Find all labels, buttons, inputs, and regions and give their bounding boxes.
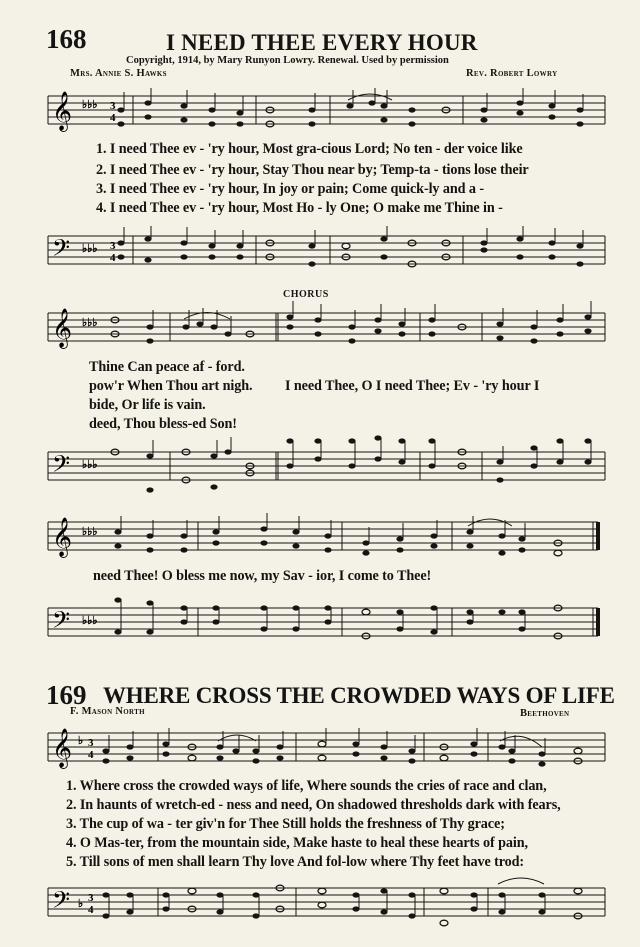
hymn-169-verse-5: 5. Till sons of men shall learn Thy love And fol-low where Thy feet have trod: (66, 854, 525, 870)
hymn-168-verse-2-end: pow'r When Thou art nigh. (89, 378, 253, 394)
svg-text:3: 3 (110, 240, 116, 252)
hymn-169-verse-3: 3. The cup of wa - ter giv'n for Thee Still holds the freshness of Thy grace; (66, 816, 505, 832)
hymn-168-system-1-treble-staff (0, 88, 640, 138)
hymn-168-verse-1: 1. I need Thee ev - 'ry hour, Most gra-cious Lord; No ten - der voice like (96, 141, 523, 157)
hymn-168-verse-4: 4. I need Thee ev - 'ry hour, Most Ho - ly One; O make me Thine in - (96, 200, 503, 216)
hymn-169-verse-4: 4. O Mas-ter, from the mountain side, Make haste to heal these hearts of pain, (66, 835, 528, 851)
svg-text:𝄢: 𝄢 (52, 234, 71, 267)
svg-text:3: 3 (110, 100, 116, 112)
hymn-168-verse-3-end: bide, Or life is vain. (89, 397, 206, 413)
hymn-169-bass-staff (0, 872, 640, 928)
svg-text:4: 4 (88, 904, 94, 916)
hymn-168-chorus-line-1: I need Thee, O I need Thee; Ev - 'ry hour I (285, 378, 540, 394)
hymn-168-system-3-treble-staff (0, 512, 640, 564)
hymn-169-author: F. Mason North (70, 706, 145, 717)
svg-text:𝄢: 𝄢 (52, 450, 71, 483)
hymn-168-author: Mrs. Annie S. Hawks (70, 68, 167, 79)
svg-text:♭♭♭: ♭♭♭ (82, 317, 98, 329)
svg-text:3: 3 (88, 737, 94, 749)
svg-text:♭♭♭: ♭♭♭ (82, 526, 98, 538)
hymn-168-chorus-line-2: need Thee! O bless me now, my Sav - ior, I come to Thee! (93, 568, 432, 584)
svg-text:𝄞: 𝄞 (52, 517, 73, 557)
hymn-169-composer: Beethoven (520, 708, 570, 719)
svg-text:𝄢: 𝄢 (52, 606, 71, 639)
svg-text:𝄞: 𝄞 (52, 308, 73, 348)
hymn-168-system-1-bass-staff (0, 226, 640, 276)
hymn-168-verse-4-end: deed, Thou bless-ed Son! (89, 416, 237, 432)
hymn-168-verse-3: 3. I need Thee ev - 'ry hour, In joy or pain; Come quick-ly and a - (96, 181, 484, 197)
svg-text:4: 4 (110, 112, 116, 124)
svg-text:♭♭♭: ♭♭♭ (82, 243, 98, 255)
hymn-169-verse-2: 2. In haunts of wretch-ed - ness and need, On shadowed thresholds dark with fears, (66, 797, 561, 813)
hymn-169-treble-staff (0, 722, 640, 774)
hymn-168-system-3-bass-staff (0, 592, 640, 642)
svg-text:♭♭♭: ♭♭♭ (82, 99, 98, 111)
hymn-169-verse-1: 1. Where cross the crowded ways of life, Where sounds the cries of race and clan, (66, 778, 547, 794)
hymn-168-number: 168 (46, 24, 87, 54)
svg-text:𝄞: 𝄞 (52, 728, 73, 768)
hymn-168-verse-1-end: Thine Can peace af - ford. (89, 359, 245, 375)
svg-text:♭♭♭: ♭♭♭ (82, 459, 98, 471)
hymn-168-verse-2: 2. I need Thee ev - 'ry hour, Stay Thou near by; Temp-ta - tions lose their (96, 162, 529, 178)
hymn-168-copyright: Copyright, 1914, by Mary Runyon Lowry. Renewal. Used by permission (126, 55, 449, 66)
hymn-168-system-2-bass-staff (0, 436, 640, 494)
svg-text:4: 4 (88, 749, 94, 761)
svg-text:𝄞: 𝄞 (52, 91, 73, 131)
svg-text:♭: ♭ (78, 735, 84, 747)
hymn-168-chorus-label: CHORUS (283, 289, 329, 300)
hymn-168-composer: Rev. Robert Lowry (466, 68, 558, 79)
svg-text:3: 3 (88, 892, 94, 904)
svg-text:4: 4 (110, 252, 116, 264)
svg-text:𝄢: 𝄢 (52, 886, 71, 919)
hymn-168-title: I NEED THEE EVERY HOUR (166, 30, 478, 55)
svg-text:♭: ♭ (78, 898, 84, 910)
hymn-168-system-2-treble-staff (0, 298, 640, 350)
hymn-169-number: 169 (46, 680, 87, 710)
svg-text:♭♭♭: ♭♭♭ (82, 615, 98, 627)
hymn-169-title: WHERE CROSS THE CROWDED WAYS OF LIFE (103, 683, 615, 708)
